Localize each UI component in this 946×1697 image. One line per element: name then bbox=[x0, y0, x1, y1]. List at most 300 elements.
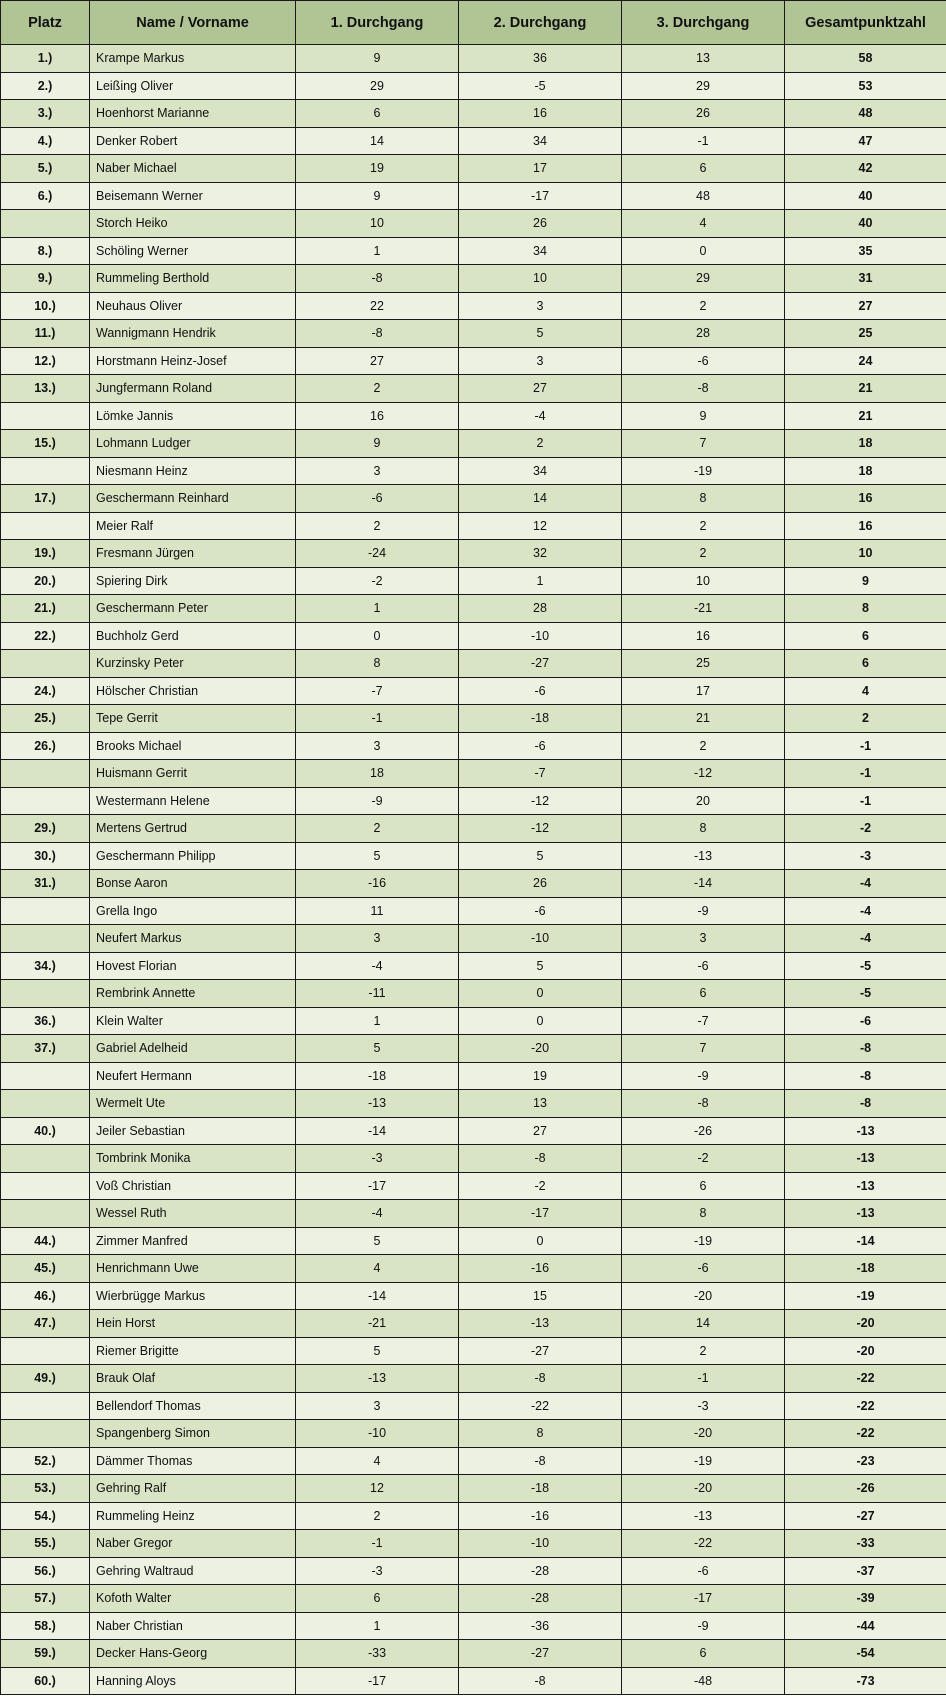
durchgang-1-cell: 4 bbox=[296, 1447, 459, 1475]
name-cell: Westermann Helene bbox=[90, 787, 296, 815]
platz-cell: 6.) bbox=[1, 182, 90, 210]
gesamtpunktzahl-cell: -19 bbox=[785, 1282, 946, 1310]
name-cell: Wierbrügge Markus bbox=[90, 1282, 296, 1310]
durchgang-1-cell: 2 bbox=[296, 375, 459, 403]
table-row bbox=[1, 897, 946, 925]
table-row bbox=[1, 1392, 946, 1420]
durchgang-1-cell: -9 bbox=[296, 787, 459, 815]
durchgang-3-cell: -13 bbox=[622, 842, 785, 870]
platz-cell: 59.) bbox=[1, 1640, 90, 1668]
name-cell: Gehring Ralf bbox=[90, 1475, 296, 1503]
platz-cell bbox=[1, 650, 90, 678]
durchgang-1-cell: 18 bbox=[296, 760, 459, 788]
durchgang-3-cell: 29 bbox=[622, 72, 785, 100]
name-cell: Wessel Ruth bbox=[90, 1200, 296, 1228]
name-cell: Wermelt Ute bbox=[90, 1090, 296, 1118]
durchgang-1-cell: 29 bbox=[296, 72, 459, 100]
table-row bbox=[1, 72, 946, 100]
durchgang-3-cell: 16 bbox=[622, 622, 785, 650]
durchgang-3-cell: -6 bbox=[622, 1557, 785, 1585]
platz-cell: 12.) bbox=[1, 347, 90, 375]
platz-cell bbox=[1, 1062, 90, 1090]
durchgang-3-cell: -13 bbox=[622, 1502, 785, 1530]
table-row bbox=[1, 1475, 946, 1503]
durchgang-3-cell: 13 bbox=[622, 45, 785, 73]
durchgang-1-cell: -13 bbox=[296, 1090, 459, 1118]
platz-cell bbox=[1, 897, 90, 925]
table-row bbox=[1, 1530, 946, 1558]
durchgang-1-cell: -17 bbox=[296, 1172, 459, 1200]
durchgang-2-cell: -28 bbox=[459, 1585, 622, 1613]
durchgang-3-cell: -26 bbox=[622, 1117, 785, 1145]
platz-cell: 25.) bbox=[1, 705, 90, 733]
gesamtpunktzahl-cell: -13 bbox=[785, 1172, 946, 1200]
gesamtpunktzahl-cell: -22 bbox=[785, 1365, 946, 1393]
durchgang-3-cell: 10 bbox=[622, 567, 785, 595]
gesamtpunktzahl-cell: 58 bbox=[785, 45, 946, 73]
platz-cell: 5.) bbox=[1, 155, 90, 183]
name-cell: Tombrink Monika bbox=[90, 1145, 296, 1173]
durchgang-1-cell: 8 bbox=[296, 650, 459, 678]
durchgang-3-cell: 8 bbox=[622, 485, 785, 513]
name-cell: Spiering Dirk bbox=[90, 567, 296, 595]
durchgang-3-cell: -8 bbox=[622, 1090, 785, 1118]
table-row bbox=[1, 45, 946, 73]
durchgang-2-cell: -8 bbox=[459, 1667, 622, 1695]
name-cell: Naber Christian bbox=[90, 1612, 296, 1640]
gesamtpunktzahl-cell: 42 bbox=[785, 155, 946, 183]
table-row bbox=[1, 1062, 946, 1090]
name-cell: Rummeling Berthold bbox=[90, 265, 296, 293]
table-row bbox=[1, 1255, 946, 1283]
gesamtpunktzahl-cell: 35 bbox=[785, 237, 946, 265]
durchgang-2-cell: -28 bbox=[459, 1557, 622, 1585]
header-durchgang-2: 2. Durchgang bbox=[459, 1, 622, 45]
platz-cell: 37.) bbox=[1, 1035, 90, 1063]
durchgang-3-cell: 4 bbox=[622, 210, 785, 238]
gesamtpunktzahl-cell: -13 bbox=[785, 1200, 946, 1228]
durchgang-2-cell: 26 bbox=[459, 870, 622, 898]
durchgang-2-cell: -12 bbox=[459, 815, 622, 843]
gesamtpunktzahl-cell: -20 bbox=[785, 1310, 946, 1338]
platz-cell: 17.) bbox=[1, 485, 90, 513]
platz-cell: 2.) bbox=[1, 72, 90, 100]
durchgang-1-cell: -6 bbox=[296, 485, 459, 513]
name-cell: Voß Christian bbox=[90, 1172, 296, 1200]
name-cell: Zimmer Manfred bbox=[90, 1227, 296, 1255]
name-cell: Gehring Waltraud bbox=[90, 1557, 296, 1585]
platz-cell: 57.) bbox=[1, 1585, 90, 1613]
header-gesamtpunktzahl: Gesamtpunktzahl bbox=[785, 1, 946, 45]
durchgang-2-cell: -17 bbox=[459, 182, 622, 210]
gesamtpunktzahl-cell: 27 bbox=[785, 292, 946, 320]
name-cell: Henrichmann Uwe bbox=[90, 1255, 296, 1283]
table-row bbox=[1, 430, 946, 458]
platz-cell bbox=[1, 1392, 90, 1420]
durchgang-3-cell: 17 bbox=[622, 677, 785, 705]
platz-cell: 19.) bbox=[1, 540, 90, 568]
durchgang-3-cell: 6 bbox=[622, 1172, 785, 1200]
name-cell: Kurzinsky Peter bbox=[90, 650, 296, 678]
platz-cell: 13.) bbox=[1, 375, 90, 403]
gesamtpunktzahl-cell: 31 bbox=[785, 265, 946, 293]
table-row bbox=[1, 732, 946, 760]
name-cell: Schöling Werner bbox=[90, 237, 296, 265]
name-cell: Geschermann Peter bbox=[90, 595, 296, 623]
gesamtpunktzahl-cell: 21 bbox=[785, 402, 946, 430]
durchgang-3-cell: -1 bbox=[622, 127, 785, 155]
durchgang-2-cell: -36 bbox=[459, 1612, 622, 1640]
table-row bbox=[1, 1310, 946, 1338]
gesamtpunktzahl-cell: 16 bbox=[785, 512, 946, 540]
name-cell: Brauk Olaf bbox=[90, 1365, 296, 1393]
platz-cell bbox=[1, 457, 90, 485]
gesamtpunktzahl-cell: -8 bbox=[785, 1062, 946, 1090]
durchgang-2-cell: 0 bbox=[459, 1227, 622, 1255]
durchgang-3-cell: 3 bbox=[622, 925, 785, 953]
durchgang-1-cell: 3 bbox=[296, 732, 459, 760]
durchgang-2-cell: 3 bbox=[459, 347, 622, 375]
durchgang-1-cell: -18 bbox=[296, 1062, 459, 1090]
platz-cell: 4.) bbox=[1, 127, 90, 155]
durchgang-2-cell: -20 bbox=[459, 1035, 622, 1063]
durchgang-3-cell: -21 bbox=[622, 595, 785, 623]
table-row bbox=[1, 760, 946, 788]
durchgang-2-cell: 1 bbox=[459, 567, 622, 595]
durchgang-1-cell: -14 bbox=[296, 1117, 459, 1145]
table-row bbox=[1, 1337, 946, 1365]
durchgang-1-cell: -2 bbox=[296, 567, 459, 595]
name-cell: Jungfermann Roland bbox=[90, 375, 296, 403]
durchgang-3-cell: -6 bbox=[622, 952, 785, 980]
gesamtpunktzahl-cell: -26 bbox=[785, 1475, 946, 1503]
platz-cell bbox=[1, 1200, 90, 1228]
table-row bbox=[1, 155, 946, 183]
durchgang-3-cell: -17 bbox=[622, 1585, 785, 1613]
durchgang-1-cell: 0 bbox=[296, 622, 459, 650]
gesamtpunktzahl-cell: -20 bbox=[785, 1337, 946, 1365]
name-cell: Hovest Florian bbox=[90, 952, 296, 980]
durchgang-3-cell: 28 bbox=[622, 320, 785, 348]
gesamtpunktzahl-cell: 48 bbox=[785, 100, 946, 128]
name-cell: Naber Gregor bbox=[90, 1530, 296, 1558]
durchgang-2-cell: 19 bbox=[459, 1062, 622, 1090]
platz-cell: 36.) bbox=[1, 1007, 90, 1035]
table-row bbox=[1, 870, 946, 898]
table-row bbox=[1, 237, 946, 265]
durchgang-1-cell: -16 bbox=[296, 870, 459, 898]
durchgang-3-cell: 6 bbox=[622, 1640, 785, 1668]
table-row bbox=[1, 512, 946, 540]
name-cell: Beisemann Werner bbox=[90, 182, 296, 210]
platz-cell: 46.) bbox=[1, 1282, 90, 1310]
table-row bbox=[1, 485, 946, 513]
durchgang-3-cell: 2 bbox=[622, 1337, 785, 1365]
durchgang-3-cell: -20 bbox=[622, 1475, 785, 1503]
durchgang-2-cell: -10 bbox=[459, 622, 622, 650]
durchgang-2-cell: 3 bbox=[459, 292, 622, 320]
durchgang-2-cell: -18 bbox=[459, 705, 622, 733]
durchgang-2-cell: 32 bbox=[459, 540, 622, 568]
name-cell: Krampe Markus bbox=[90, 45, 296, 73]
platz-cell bbox=[1, 1090, 90, 1118]
name-cell: Denker Robert bbox=[90, 127, 296, 155]
durchgang-1-cell: -14 bbox=[296, 1282, 459, 1310]
durchgang-3-cell: -9 bbox=[622, 1062, 785, 1090]
platz-cell: 55.) bbox=[1, 1530, 90, 1558]
durchgang-2-cell: 34 bbox=[459, 237, 622, 265]
gesamtpunktzahl-cell: 4 bbox=[785, 677, 946, 705]
durchgang-1-cell: 1 bbox=[296, 1007, 459, 1035]
gesamtpunktzahl-cell: -4 bbox=[785, 870, 946, 898]
durchgang-1-cell: -3 bbox=[296, 1145, 459, 1173]
platz-cell: 45.) bbox=[1, 1255, 90, 1283]
durchgang-2-cell: -2 bbox=[459, 1172, 622, 1200]
table-row bbox=[1, 705, 946, 733]
durchgang-2-cell: -27 bbox=[459, 1640, 622, 1668]
durchgang-1-cell: -1 bbox=[296, 1530, 459, 1558]
name-cell: Neufert Markus bbox=[90, 925, 296, 953]
table-row bbox=[1, 265, 946, 293]
name-cell: Geschermann Philipp bbox=[90, 842, 296, 870]
platz-cell: 47.) bbox=[1, 1310, 90, 1338]
platz-cell: 60.) bbox=[1, 1667, 90, 1695]
durchgang-2-cell: 5 bbox=[459, 320, 622, 348]
durchgang-1-cell: -24 bbox=[296, 540, 459, 568]
durchgang-3-cell: 9 bbox=[622, 402, 785, 430]
durchgang-3-cell: -9 bbox=[622, 1612, 785, 1640]
durchgang-1-cell: 6 bbox=[296, 1585, 459, 1613]
durchgang-1-cell: 2 bbox=[296, 512, 459, 540]
durchgang-2-cell: 5 bbox=[459, 842, 622, 870]
durchgang-2-cell: 15 bbox=[459, 1282, 622, 1310]
name-cell: Naber Michael bbox=[90, 155, 296, 183]
platz-cell bbox=[1, 1420, 90, 1448]
durchgang-3-cell: 6 bbox=[622, 980, 785, 1008]
durchgang-3-cell: 25 bbox=[622, 650, 785, 678]
durchgang-2-cell: -8 bbox=[459, 1447, 622, 1475]
gesamtpunktzahl-cell: -5 bbox=[785, 980, 946, 1008]
name-cell: Leißing Oliver bbox=[90, 72, 296, 100]
durchgang-2-cell: 27 bbox=[459, 375, 622, 403]
durchgang-1-cell: 11 bbox=[296, 897, 459, 925]
gesamtpunktzahl-cell: 6 bbox=[785, 650, 946, 678]
table-row bbox=[1, 1612, 946, 1640]
durchgang-3-cell: -8 bbox=[622, 375, 785, 403]
table-row bbox=[1, 1145, 946, 1173]
gesamtpunktzahl-cell: -1 bbox=[785, 787, 946, 815]
table-row bbox=[1, 842, 946, 870]
durchgang-1-cell: 1 bbox=[296, 1612, 459, 1640]
durchgang-1-cell: -17 bbox=[296, 1667, 459, 1695]
name-cell: Decker Hans-Georg bbox=[90, 1640, 296, 1668]
header-name: Name / Vorname bbox=[90, 1, 296, 45]
durchgang-3-cell: 2 bbox=[622, 512, 785, 540]
durchgang-3-cell: 6 bbox=[622, 155, 785, 183]
gesamtpunktzahl-cell: 8 bbox=[785, 595, 946, 623]
name-cell: Rummeling Heinz bbox=[90, 1502, 296, 1530]
table-row bbox=[1, 925, 946, 953]
gesamtpunktzahl-cell: -2 bbox=[785, 815, 946, 843]
gesamtpunktzahl-cell: 53 bbox=[785, 72, 946, 100]
gesamtpunktzahl-cell: -6 bbox=[785, 1007, 946, 1035]
durchgang-2-cell: -6 bbox=[459, 677, 622, 705]
durchgang-3-cell: -3 bbox=[622, 1392, 785, 1420]
gesamtpunktzahl-cell: 47 bbox=[785, 127, 946, 155]
name-cell: Neufert Hermann bbox=[90, 1062, 296, 1090]
table-row bbox=[1, 1200, 946, 1228]
durchgang-1-cell: 1 bbox=[296, 595, 459, 623]
name-cell: Dämmer Thomas bbox=[90, 1447, 296, 1475]
gesamtpunktzahl-cell: -44 bbox=[785, 1612, 946, 1640]
gesamtpunktzahl-cell: -13 bbox=[785, 1117, 946, 1145]
gesamtpunktzahl-cell: -23 bbox=[785, 1447, 946, 1475]
platz-cell: 10.) bbox=[1, 292, 90, 320]
header-durchgang-1: 1. Durchgang bbox=[296, 1, 459, 45]
gesamtpunktzahl-cell: 6 bbox=[785, 622, 946, 650]
platz-cell: 52.) bbox=[1, 1447, 90, 1475]
table-row bbox=[1, 815, 946, 843]
platz-cell bbox=[1, 925, 90, 953]
name-cell: Niesmann Heinz bbox=[90, 457, 296, 485]
durchgang-3-cell: -7 bbox=[622, 1007, 785, 1035]
durchgang-2-cell: 34 bbox=[459, 127, 622, 155]
durchgang-2-cell: -16 bbox=[459, 1255, 622, 1283]
durchgang-2-cell: -27 bbox=[459, 1337, 622, 1365]
durchgang-2-cell: -5 bbox=[459, 72, 622, 100]
durchgang-1-cell: -21 bbox=[296, 1310, 459, 1338]
durchgang-2-cell: -10 bbox=[459, 1530, 622, 1558]
table-row bbox=[1, 292, 946, 320]
gesamtpunktzahl-cell: 21 bbox=[785, 375, 946, 403]
table-row bbox=[1, 1447, 946, 1475]
platz-cell bbox=[1, 760, 90, 788]
gesamtpunktzahl-cell: -54 bbox=[785, 1640, 946, 1668]
durchgang-2-cell: 28 bbox=[459, 595, 622, 623]
durchgang-1-cell: 9 bbox=[296, 430, 459, 458]
durchgang-1-cell: 14 bbox=[296, 127, 459, 155]
durchgang-2-cell: -8 bbox=[459, 1365, 622, 1393]
table-row bbox=[1, 182, 946, 210]
durchgang-3-cell: 2 bbox=[622, 292, 785, 320]
table-row bbox=[1, 1585, 946, 1613]
durchgang-3-cell: -6 bbox=[622, 347, 785, 375]
table-row bbox=[1, 677, 946, 705]
platz-cell: 8.) bbox=[1, 237, 90, 265]
gesamtpunktzahl-cell: 24 bbox=[785, 347, 946, 375]
durchgang-1-cell: 10 bbox=[296, 210, 459, 238]
durchgang-3-cell: 7 bbox=[622, 1035, 785, 1063]
table-row bbox=[1, 540, 946, 568]
durchgang-1-cell: 12 bbox=[296, 1475, 459, 1503]
table-row bbox=[1, 567, 946, 595]
platz-cell: 15.) bbox=[1, 430, 90, 458]
durchgang-3-cell: 21 bbox=[622, 705, 785, 733]
table-row bbox=[1, 980, 946, 1008]
table-row bbox=[1, 1282, 946, 1310]
gesamtpunktzahl-cell: -8 bbox=[785, 1035, 946, 1063]
gesamtpunktzahl-cell: -18 bbox=[785, 1255, 946, 1283]
durchgang-3-cell: -2 bbox=[622, 1145, 785, 1173]
name-cell: Hoenhorst Marianne bbox=[90, 100, 296, 128]
platz-cell: 56.) bbox=[1, 1557, 90, 1585]
gesamtpunktzahl-cell: 25 bbox=[785, 320, 946, 348]
durchgang-2-cell: 16 bbox=[459, 100, 622, 128]
durchgang-3-cell: 2 bbox=[622, 540, 785, 568]
table-row bbox=[1, 595, 946, 623]
durchgang-2-cell: -6 bbox=[459, 732, 622, 760]
durchgang-3-cell: 0 bbox=[622, 237, 785, 265]
durchgang-1-cell: 5 bbox=[296, 1227, 459, 1255]
name-cell: Klein Walter bbox=[90, 1007, 296, 1035]
durchgang-1-cell: 1 bbox=[296, 237, 459, 265]
table-row bbox=[1, 1420, 946, 1448]
name-cell: Buchholz Gerd bbox=[90, 622, 296, 650]
gesamtpunktzahl-cell: -39 bbox=[785, 1585, 946, 1613]
durchgang-2-cell: 17 bbox=[459, 155, 622, 183]
durchgang-3-cell: 8 bbox=[622, 1200, 785, 1228]
platz-cell: 22.) bbox=[1, 622, 90, 650]
table-row bbox=[1, 1365, 946, 1393]
platz-cell: 53.) bbox=[1, 1475, 90, 1503]
durchgang-3-cell: -22 bbox=[622, 1530, 785, 1558]
platz-cell bbox=[1, 512, 90, 540]
durchgang-1-cell: 19 bbox=[296, 155, 459, 183]
gesamtpunktzahl-cell: -33 bbox=[785, 1530, 946, 1558]
durchgang-1-cell: 9 bbox=[296, 182, 459, 210]
platz-cell: 30.) bbox=[1, 842, 90, 870]
durchgang-1-cell: 6 bbox=[296, 100, 459, 128]
gesamtpunktzahl-cell: -8 bbox=[785, 1090, 946, 1118]
durchgang-1-cell: 16 bbox=[296, 402, 459, 430]
table-row bbox=[1, 402, 946, 430]
durchgang-2-cell: -12 bbox=[459, 787, 622, 815]
platz-cell: 1.) bbox=[1, 45, 90, 73]
durchgang-1-cell: 27 bbox=[296, 347, 459, 375]
table-row bbox=[1, 1117, 946, 1145]
platz-cell bbox=[1, 787, 90, 815]
durchgang-3-cell: -20 bbox=[622, 1282, 785, 1310]
name-cell: Gabriel Adelheid bbox=[90, 1035, 296, 1063]
durchgang-3-cell: -19 bbox=[622, 1447, 785, 1475]
name-cell: Huismann Gerrit bbox=[90, 760, 296, 788]
durchgang-2-cell: 34 bbox=[459, 457, 622, 485]
durchgang-3-cell: -6 bbox=[622, 1255, 785, 1283]
gesamtpunktzahl-cell: 40 bbox=[785, 210, 946, 238]
durchgang-1-cell: 5 bbox=[296, 1035, 459, 1063]
platz-cell: 21.) bbox=[1, 595, 90, 623]
platz-cell bbox=[1, 980, 90, 1008]
gesamtpunktzahl-cell: -13 bbox=[785, 1145, 946, 1173]
durchgang-1-cell: 3 bbox=[296, 1392, 459, 1420]
durchgang-1-cell: 3 bbox=[296, 925, 459, 953]
platz-cell bbox=[1, 1172, 90, 1200]
header-platz: Platz bbox=[1, 1, 90, 45]
gesamtpunktzahl-cell: -14 bbox=[785, 1227, 946, 1255]
name-cell: Geschermann Reinhard bbox=[90, 485, 296, 513]
platz-cell: 26.) bbox=[1, 732, 90, 760]
platz-cell: 40.) bbox=[1, 1117, 90, 1145]
durchgang-2-cell: 0 bbox=[459, 980, 622, 1008]
platz-cell: 20.) bbox=[1, 567, 90, 595]
gesamtpunktzahl-cell: -22 bbox=[785, 1392, 946, 1420]
durchgang-2-cell: -13 bbox=[459, 1310, 622, 1338]
durchgang-1-cell: 2 bbox=[296, 1502, 459, 1530]
header-durchgang-3: 3. Durchgang bbox=[622, 1, 785, 45]
durchgang-3-cell: 20 bbox=[622, 787, 785, 815]
gesamtpunktzahl-cell: -1 bbox=[785, 760, 946, 788]
table-row bbox=[1, 457, 946, 485]
